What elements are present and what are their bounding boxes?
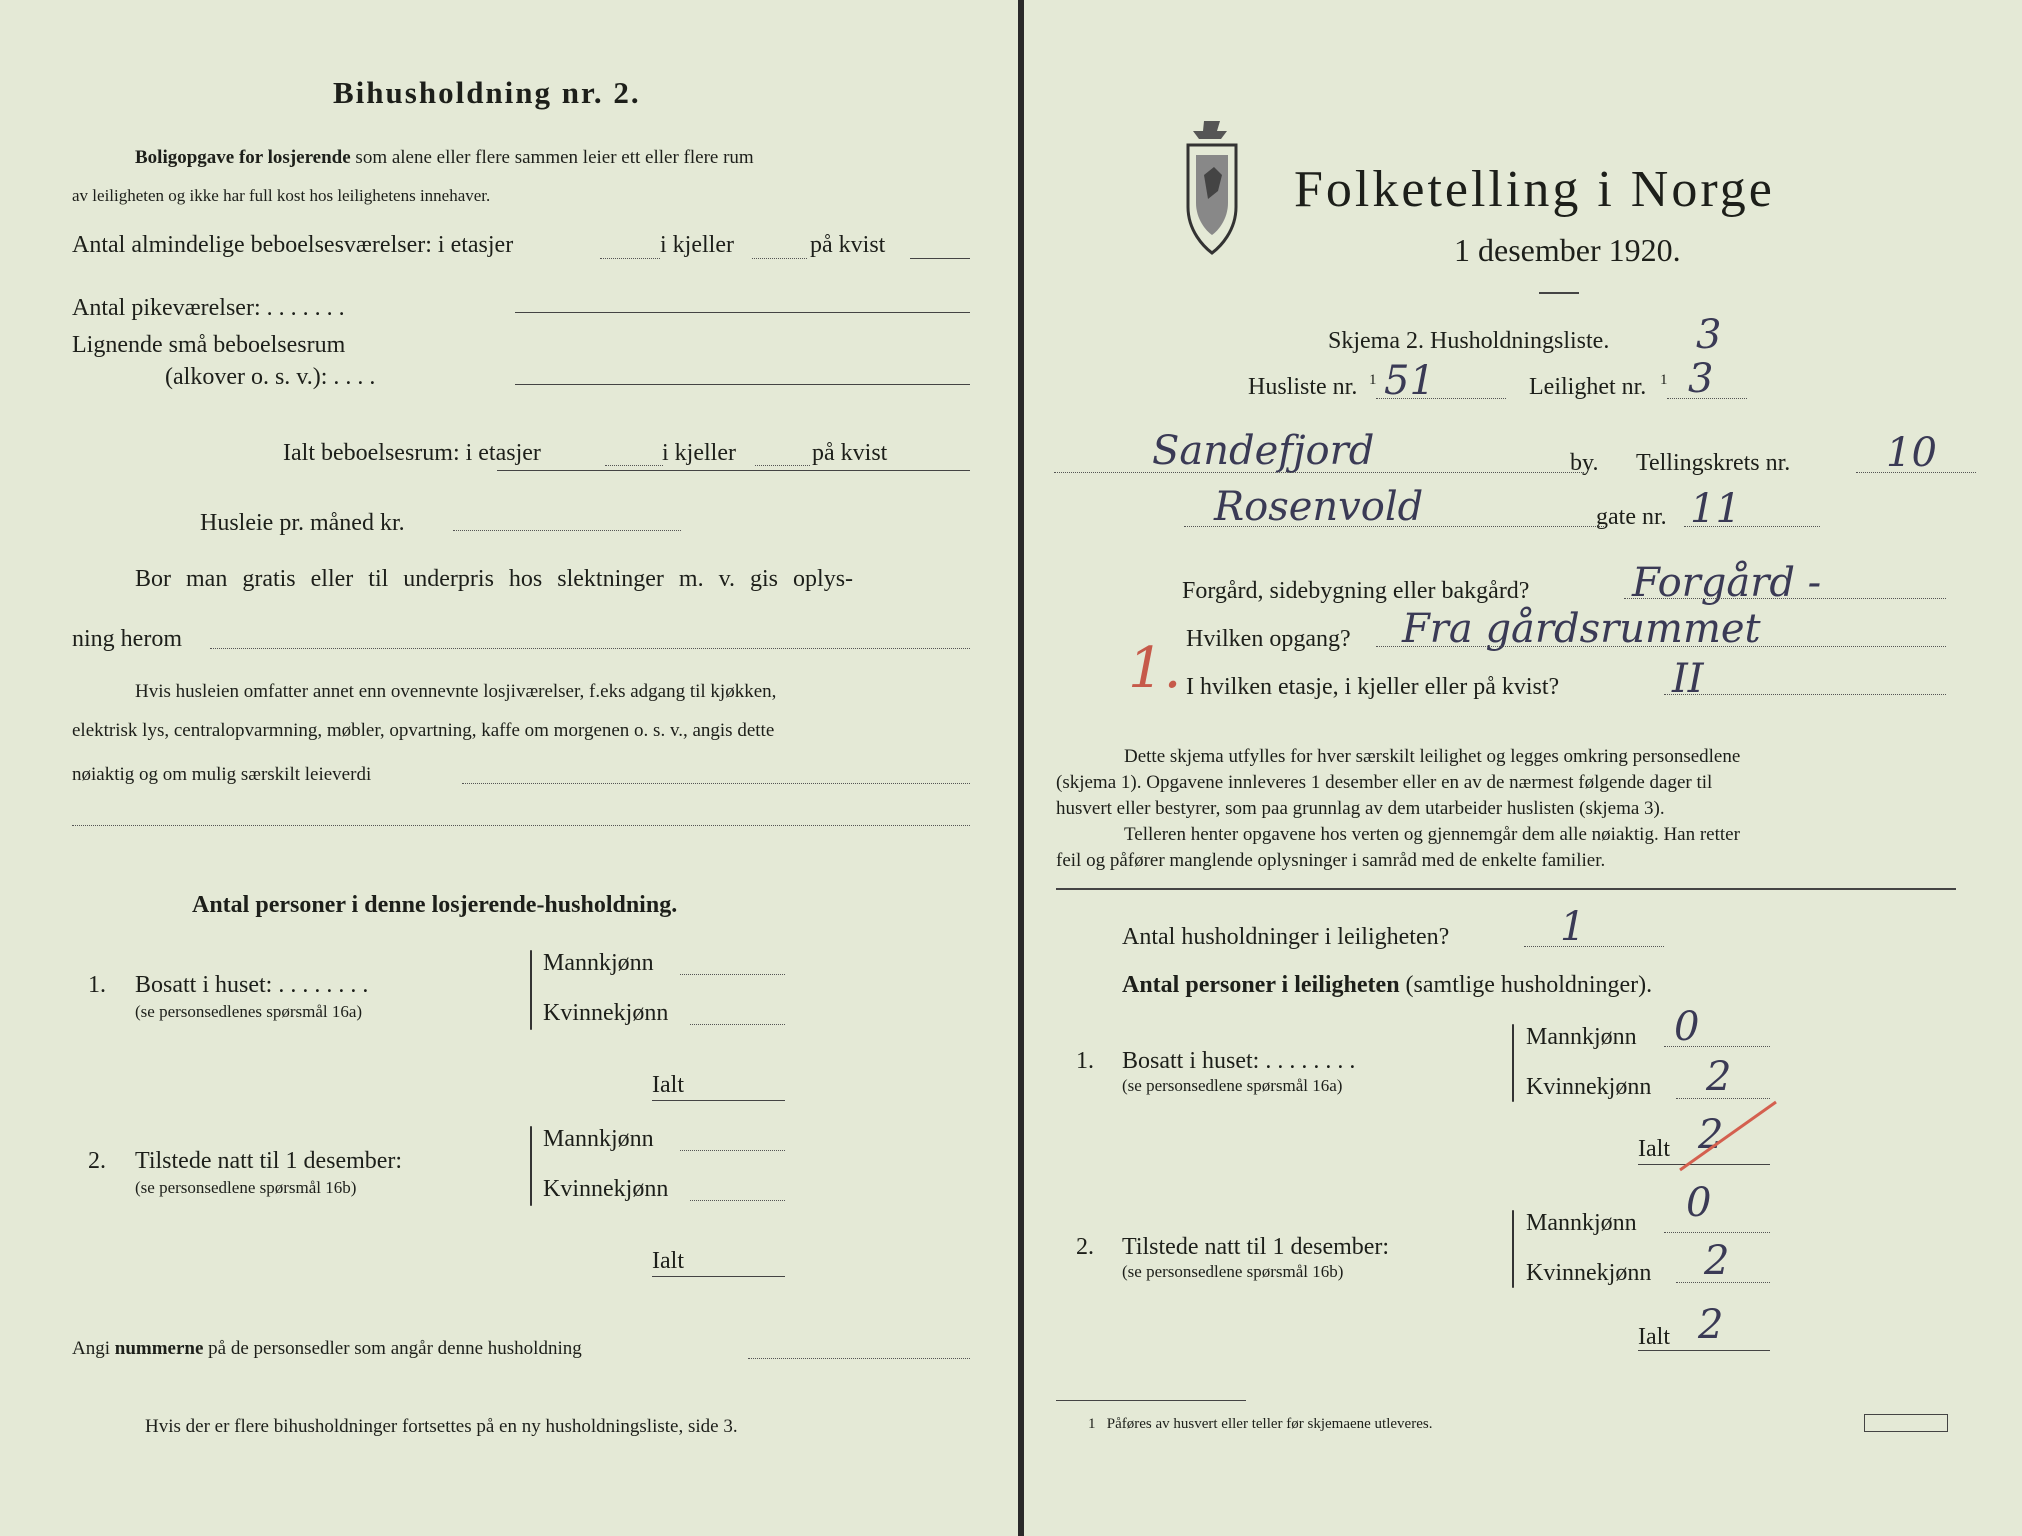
- leieverdi-field-2: [72, 825, 970, 826]
- leilighet-value: 3: [1688, 356, 1714, 402]
- right-page: [1024, 0, 2022, 1536]
- krets-label: Tellingskrets nr.: [1636, 450, 1791, 476]
- coat-of-arms-icon: [1174, 115, 1250, 263]
- i-kjeller-label-1: i kjeller: [660, 232, 734, 258]
- leilighet-label: Leilighet nr.: [1529, 374, 1647, 400]
- form-title: Folketelling i Norge: [1294, 161, 1775, 218]
- q1-ialt-label: Ialt: [652, 1072, 684, 1098]
- gate-no-field: [1684, 526, 1820, 527]
- etasje-field: [1664, 694, 1946, 695]
- instruction-5: feil og påfører manglende oplysninger i samråd med de enkelte familier.: [1056, 850, 1606, 871]
- krets-field: [1856, 472, 1976, 473]
- r-q2-sub: (se personsedlene spørsmål 16b): [1122, 1262, 1344, 1281]
- antal-husholdninger-field: [1524, 946, 1664, 947]
- r-q2-kvinne-label: Kvinnekjønn: [1526, 1260, 1652, 1286]
- forgard-question: Forgård, sidebygning eller bakgård?: [1182, 578, 1530, 604]
- r-q1-mann-field: [1664, 1046, 1770, 1047]
- form-date: 1 desember 1920.: [1454, 232, 1681, 268]
- q2-label: Tilstede natt til 1 desember:: [135, 1148, 403, 1174]
- krets-value: 10: [1886, 430, 1937, 476]
- q2-sub: (se personsedlene spørsmål 16b): [135, 1178, 357, 1197]
- paa-kvist-label-1: på kvist: [810, 232, 886, 258]
- q1-mann-field: [680, 974, 785, 975]
- r-q1-mann-label: Mannkjønn: [1526, 1024, 1637, 1050]
- omfatter-line-2: elektrisk lys, centralopvarmning, møbler, opvartning, kaffe om morgenen o. s. v., angis dette: [72, 720, 775, 741]
- angi-line: [72, 1338, 582, 1360]
- intro-rest: som alene eller flere sammen leier ett eller flere rum: [355, 147, 754, 168]
- angi-field: [748, 1358, 970, 1359]
- r-q1-ialt-value: 2: [1698, 1112, 1724, 1158]
- r-q2-ialt-field: [1638, 1350, 1770, 1351]
- footnote-text: Påføres av husvert eller teller før skjemaene utleveres.: [1106, 1416, 1433, 1432]
- by-field: [1054, 472, 1584, 473]
- ialt-rum-label: Ialt beboelsesrum: i etasjer: [283, 440, 541, 466]
- gratis-line-2: ning herom: [72, 626, 182, 652]
- alkover-label: (alkover o. s. v.): . . . .: [165, 364, 376, 390]
- alkover-field: [515, 384, 970, 385]
- antal-alm-label: Antal almindelige beboelsesværelser: i etasjer: [72, 232, 514, 258]
- q1-number: 1.: [88, 972, 106, 998]
- q2-ialt-field: [652, 1276, 785, 1277]
- gratis-line-1: Bor man gratis eller til underpris hos slektninger m. v. gis oplys-: [135, 566, 854, 592]
- i-kjeller-label-2: i kjeller: [662, 440, 736, 466]
- etasje-question: I hvilken etasje, i kjeller eller på kvist?: [1186, 674, 1560, 700]
- r-q2-kvinne-field: [1676, 1282, 1770, 1283]
- pikevaer-label: Antal pikeværelser: . . . . . . .: [72, 295, 345, 321]
- footnote-number: 1: [1088, 1416, 1096, 1432]
- q1-sub: (se personsedlenes spørsmål 16a): [135, 1002, 363, 1021]
- instruction-4: Telleren henter opgavene hos verten og gjennemgår dem alle nøiaktig. Han retter: [1124, 824, 1740, 845]
- gate-label: gate nr.: [1596, 504, 1667, 530]
- skjema-number: 3: [1696, 312, 1722, 358]
- r-q1-sub: (se personsedlene spørsmål 16a): [1122, 1076, 1343, 1095]
- kvist-field-1: [910, 258, 970, 259]
- q2-ialt-label: Ialt: [652, 1248, 684, 1274]
- gate-field: [1184, 526, 1604, 527]
- forgard-answer: Forgård -: [1632, 560, 1822, 606]
- pikevaer-field: [515, 312, 970, 313]
- antal-personer-line: [1122, 972, 1652, 999]
- husliste-value: 51: [1384, 358, 1435, 404]
- r-q1-ialt-label: Ialt: [1638, 1136, 1670, 1162]
- intro-line-1: [135, 147, 754, 169]
- bihusholdning-heading: Bihusholdning nr. 2.: [333, 75, 641, 110]
- r-q2-ialt-value: 2: [1698, 1302, 1724, 1348]
- antal-personer-rest: (samtlige husholdninger).: [1405, 972, 1653, 998]
- r-q1-mann-value: 0: [1674, 1004, 1700, 1050]
- angi-pre: Angi: [72, 1338, 110, 1359]
- r-q2-mann-value: 0: [1686, 1180, 1712, 1226]
- gratis-field: [210, 648, 970, 649]
- r-q2-mann-label: Mannkjønn: [1526, 1210, 1637, 1236]
- q2-kvinne-label: Kvinnekjønn: [543, 1176, 669, 1202]
- etasje-answer: II: [1672, 656, 1704, 702]
- by-value: Sandefjord: [1152, 428, 1375, 474]
- husliste-field: [1376, 398, 1506, 399]
- opgang-question: Hvilken opgang?: [1186, 626, 1351, 652]
- q2-kvinne-field: [690, 1200, 785, 1201]
- opgang-field: [1376, 646, 1946, 647]
- instruction-divider: [1056, 888, 1956, 890]
- q1-ialt-field: [652, 1100, 785, 1101]
- r-q2-mann-field: [1664, 1232, 1770, 1233]
- footnote-rule: [1056, 1400, 1246, 1401]
- by-label: by.: [1570, 450, 1599, 476]
- angi-rest: på de personsedler som angår denne husholdning: [208, 1338, 582, 1359]
- gate-value: Rosenvold: [1214, 484, 1424, 530]
- paa-kvist-label-2: på kvist: [812, 440, 888, 466]
- gate-number: 11: [1690, 486, 1741, 532]
- intro-bold: Boligopgave for losjerende: [135, 147, 351, 168]
- q1-kvinne-field: [690, 1024, 785, 1025]
- antal-personer-heading: Antal personer i denne losjerende-husholdning.: [192, 892, 678, 918]
- angi-bold: nummerne: [114, 1338, 204, 1359]
- r-q2-number: 2.: [1076, 1234, 1094, 1260]
- opgang-answer: Fra gårdsrummet: [1402, 606, 1761, 652]
- forgard-field: [1624, 598, 1946, 599]
- margin-mark: 1.: [1128, 636, 1182, 701]
- etasjer-field: [600, 258, 660, 259]
- r-q1-brace: [1512, 1024, 1514, 1102]
- leilighet-field: [1667, 398, 1747, 399]
- kjeller-field-1: [752, 258, 807, 259]
- r-q2-kvinne-value: 2: [1704, 1238, 1730, 1284]
- intro-line-2: av leiligheten og ikke har full kost hos leilighetens innehaver.: [72, 186, 491, 205]
- left-footer: Hvis der er flere bihusholdninger fortsettes på en ny husholdningsliste, side 3.: [145, 1416, 738, 1437]
- skjema-label: Skjema 2. Husholdningsliste.: [1328, 328, 1610, 354]
- q2-mann-field: [680, 1150, 785, 1151]
- omfatter-line-1: Hvis husleien omfatter annet enn ovennevnte losjiværelser, f.eks adgang til kjøkken,: [135, 681, 777, 702]
- q1-brace: [530, 950, 532, 1030]
- instruction-2: (skjema 1). Opgavene innleveres 1 desember eller en av de nærmest følgende dager til: [1056, 772, 1713, 793]
- footnote: [1088, 1416, 1432, 1433]
- lignende-label: Lignende små beboelsesrum: [72, 332, 346, 358]
- kjeller-field-2: [755, 465, 810, 466]
- antal-husholdninger-answer: 1: [1560, 904, 1586, 950]
- correction-strike-mark: [1674, 1096, 1784, 1176]
- antal-husholdninger-question: Antal husholdninger i leiligheten?: [1122, 924, 1450, 950]
- antal-personer-bold: Antal personer i leiligheten: [1122, 972, 1400, 998]
- leilighet-footnote-mark: 1: [1660, 372, 1668, 388]
- q2-mann-label: Mannkjønn: [543, 1126, 654, 1152]
- r-q1-kvinne-value: 2: [1706, 1054, 1732, 1100]
- ialt-etasjer-field: [605, 465, 663, 466]
- r-q2-brace: [1512, 1210, 1514, 1288]
- husleie-field: [453, 530, 681, 531]
- r-q1-label: Bosatt i huset: . . . . . . . .: [1122, 1048, 1356, 1074]
- r-q1-number: 1.: [1076, 1048, 1094, 1074]
- printer-stamp: [1864, 1414, 1948, 1432]
- husliste-footnote-mark: 1: [1369, 372, 1377, 388]
- ialt-rum-underline: [497, 470, 970, 471]
- q1-label: Bosatt i huset: . . . . . . . .: [135, 972, 369, 998]
- r-q1-kvinne-label: Kvinnekjønn: [1526, 1074, 1652, 1100]
- r-q2-label: Tilstede natt til 1 desember:: [1122, 1234, 1390, 1260]
- q1-kvinne-label: Kvinnekjønn: [543, 1000, 669, 1026]
- instruction-3: husvert eller bestyrer, som paa grunnlag av dem utarbeider huslisten (skjema 3).: [1056, 798, 1665, 819]
- title-divider: [1539, 292, 1579, 294]
- husliste-label: Husliste nr.: [1248, 374, 1358, 400]
- leieverdi-field: [462, 783, 970, 784]
- omfatter-line-3: nøiaktig og om mulig særskilt leieverdi: [72, 764, 372, 785]
- q1-mann-label: Mannkjønn: [543, 950, 654, 976]
- instruction-1: Dette skjema utfylles for hver særskilt leilighet og legges omkring personsedlene: [1124, 746, 1741, 767]
- q2-number: 2.: [88, 1148, 106, 1174]
- r-q2-ialt-label: Ialt: [1638, 1324, 1670, 1350]
- q2-brace: [530, 1126, 532, 1206]
- husleie-label: Husleie pr. måned kr.: [200, 510, 405, 536]
